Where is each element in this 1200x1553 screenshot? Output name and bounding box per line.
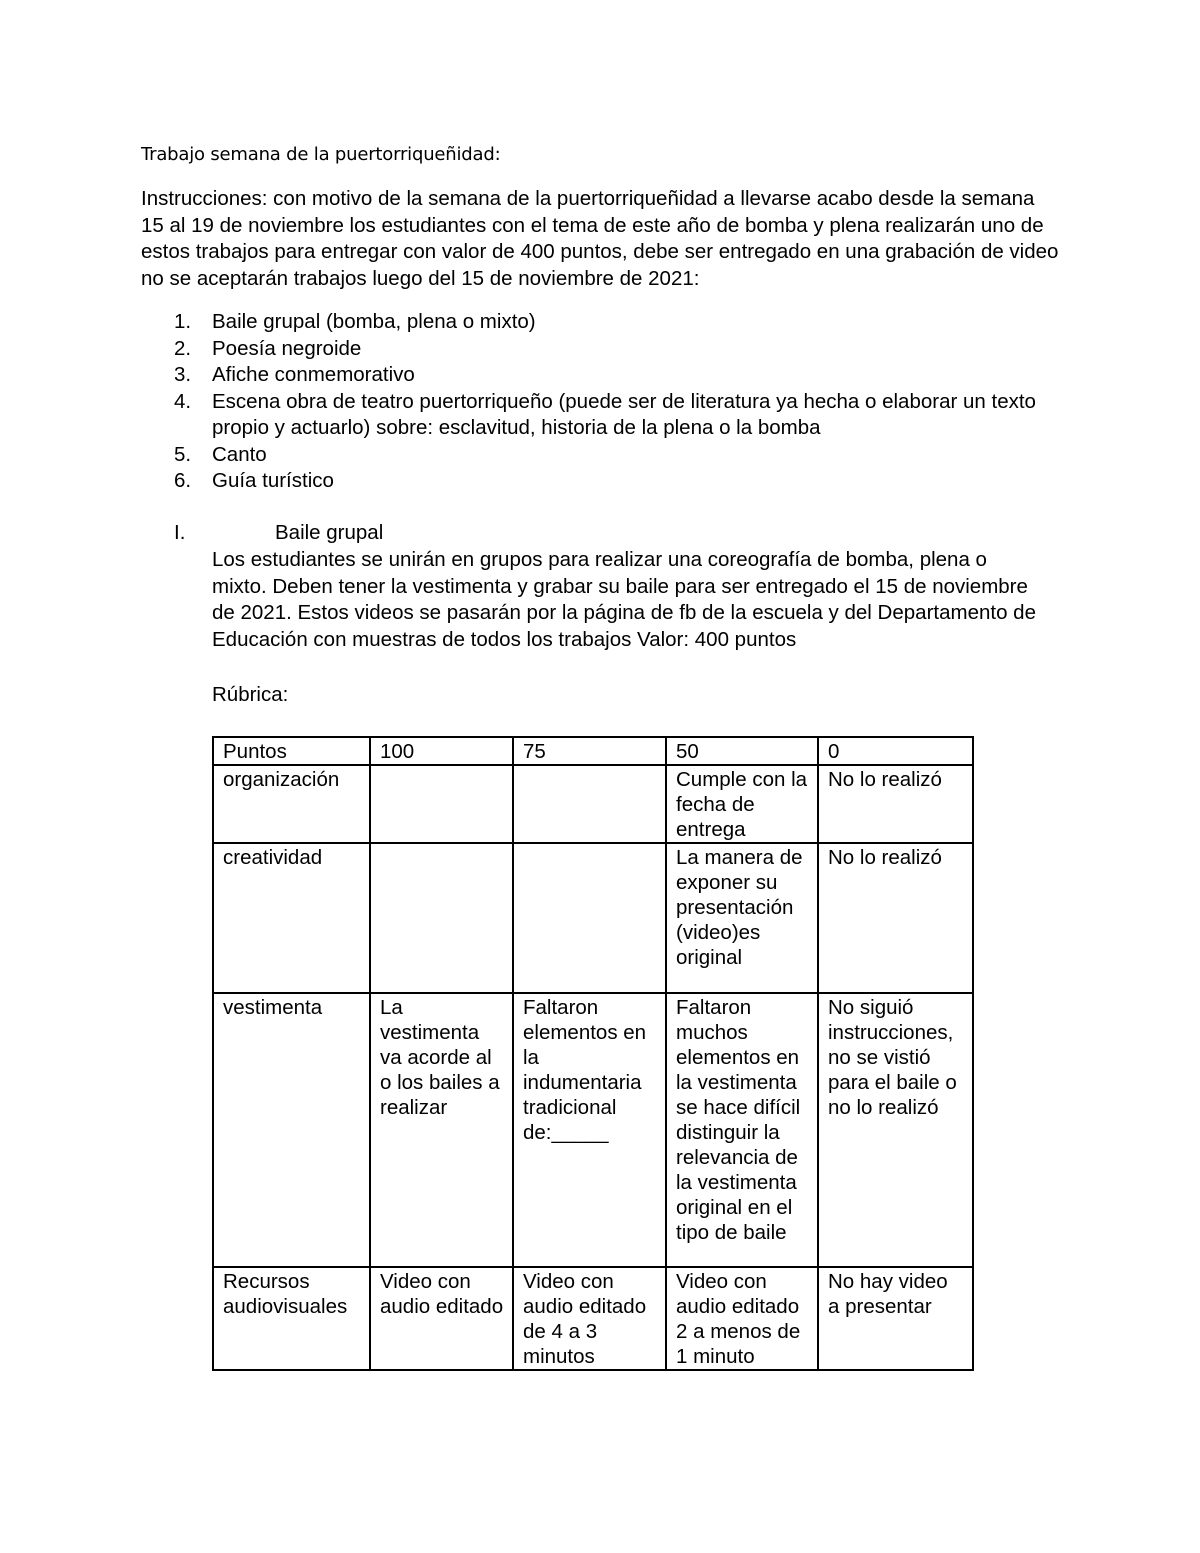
- table-cell: No hay video a presentar: [818, 1267, 973, 1370]
- list-item: [141, 336, 1041, 363]
- table-cell: [370, 765, 513, 843]
- list-number: 1.: [174, 310, 192, 333]
- list-item-text: Poesía negroide: [212, 336, 362, 360]
- section-title: Baile grupal: [275, 521, 384, 544]
- table-cell: No lo realizó: [818, 765, 973, 843]
- table-header-cell: 50: [666, 737, 818, 765]
- table-row: [213, 843, 973, 993]
- list-number: 3.: [174, 363, 192, 386]
- rubric-table: [212, 736, 974, 1371]
- list-item-text: Guía turístico: [212, 469, 334, 492]
- table-row: [213, 993, 973, 1267]
- list-item-text: Afiche conmemorativo: [212, 363, 415, 386]
- table-cell: Video con audio editado: [370, 1267, 513, 1370]
- list-item-text: Canto: [212, 442, 267, 466]
- table-cell: [370, 843, 513, 993]
- page-title: Trabajo semana de la puertorriqueñidad:: [141, 144, 501, 165]
- table-header-cell: 75: [513, 737, 666, 765]
- table-header-cell: 100: [370, 737, 513, 765]
- table-cell: Video con audio editado 2 a menos de 1 minuto: [666, 1267, 818, 1370]
- table-cell: La manera de exponer su presentación (video)es original: [666, 843, 818, 993]
- list-number: 6.: [174, 469, 192, 492]
- table-cell: [513, 843, 666, 993]
- rubric-label: Rúbrica:: [212, 683, 289, 706]
- list-item-text: Escena obra de teatro puertorriqueño (puede ser de literatura ya hecha o elaborar un texto propio y actuarlo) sobre: esclavitud, historia de la plena o la bomba: [212, 389, 1036, 439]
- table-cell: Recursos audiovisuales: [213, 1267, 370, 1370]
- list-number: 2.: [174, 336, 192, 360]
- table-header-cell: Puntos: [213, 737, 370, 765]
- table-cell: Faltaron muchos elementos en la vestimenta se hace difícil distinguir la relevancia de la vestimenta original en el tipo de baile: [666, 993, 818, 1267]
- table-cell: No siguió instrucciones, no se vistió para el baile o no lo realizó: [818, 993, 973, 1267]
- list-number: 4.: [174, 389, 192, 413]
- instructions-paragraph: Instrucciones: con motivo de la semana de la puertorriqueñidad a llevarse acabo desde la semana 15 al 19 de noviembre los estudiantes con el tema de este año de bomba y plena realizarán uno de estos trabajos para entregar con valor de 400 puntos, debe ser entregado en una grabación de video no se aceptarán trabajos luego del 15 de noviembre de 2021:: [141, 187, 1059, 290]
- table-cell: No lo realizó: [818, 843, 973, 993]
- task-list: [141, 309, 1041, 495]
- list-item: [141, 468, 1041, 495]
- table-cell: Video con audio editado de 4 a 3 minutos: [513, 1267, 666, 1370]
- table-header-row: [213, 737, 973, 765]
- table-cell: creatividad: [213, 843, 370, 993]
- table-cell: vestimenta: [213, 993, 370, 1267]
- list-item: [141, 362, 1041, 389]
- table-cell: Faltaron elementos en la indumentaria tradicional de:_____: [513, 993, 666, 1267]
- list-item: [141, 389, 1041, 442]
- section-numeral: I.: [174, 521, 186, 544]
- table-row: [213, 765, 973, 843]
- section-baile-grupal: [141, 520, 1061, 653]
- table-header-cell: 0: [818, 737, 973, 765]
- list-item: [141, 442, 1041, 469]
- list-item: [141, 309, 1041, 336]
- list-item-text: Baile grupal (bomba, plena o mixto): [212, 310, 536, 333]
- section-heading: [141, 520, 1061, 547]
- table-cell: [513, 765, 666, 843]
- table-row: [213, 1267, 973, 1370]
- table-cell: Cumple con la fecha de entrega: [666, 765, 818, 843]
- table-cell: La vestimenta va acorde al o los bailes a realizar: [370, 993, 513, 1267]
- section-body: Los estudiantes se unirán en grupos para realizar una coreografía de bomba, plena o mixto. Deben tener la vestimenta y grabar su baile para ser entregado el 15 de noviembre de 2021. Estos videos se pasarán por la página de fb de la escuela y del Departamento de Educación con muestras de todos los trabajos Valor: 400 puntos: [212, 548, 1036, 651]
- list-number: 5.: [174, 442, 192, 466]
- table-cell: organización: [213, 765, 370, 843]
